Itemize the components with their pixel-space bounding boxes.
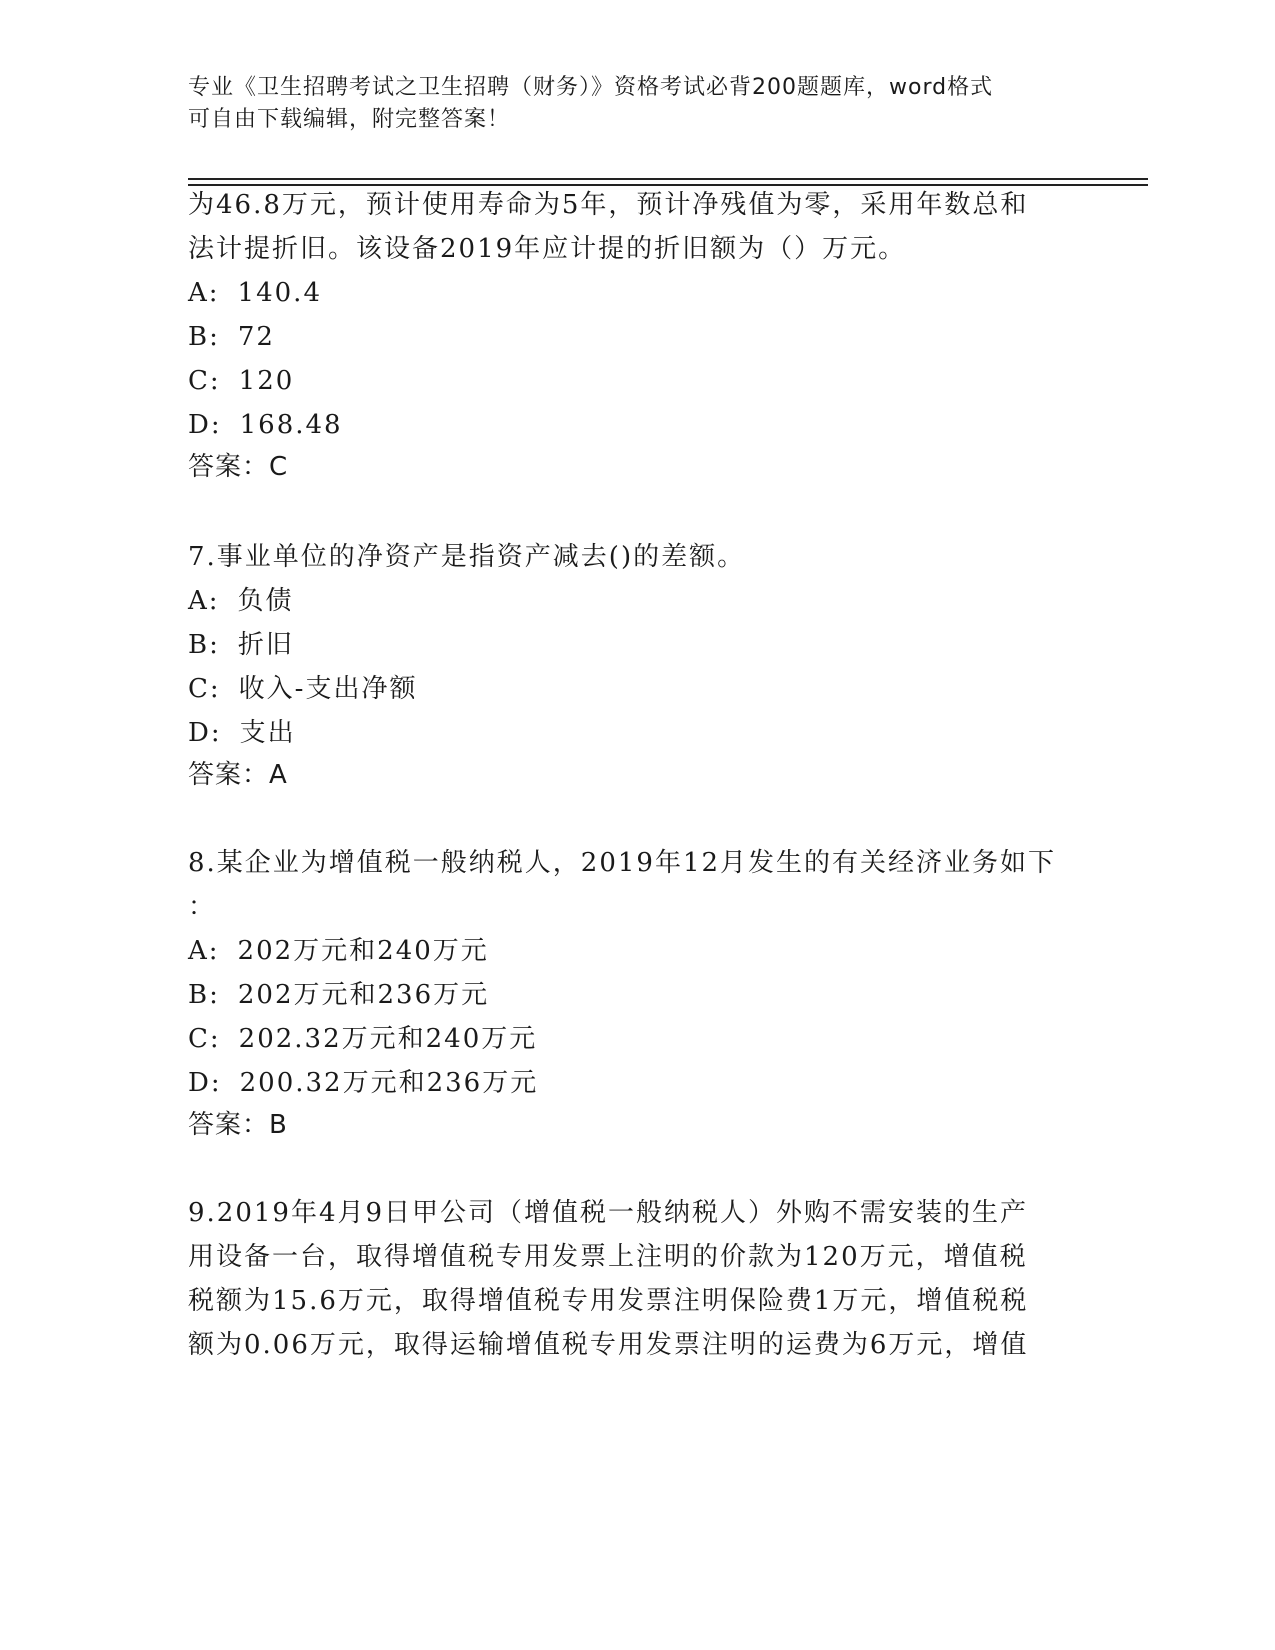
header-line-1: 专业《卫生招聘考试之卫生招聘（财务）》资格考试必背200题题库，word格式 xyxy=(188,75,994,100)
q8-answer: 答案：B xyxy=(188,1110,288,1140)
option-letter: C: xyxy=(188,366,221,396)
q8-option-b xyxy=(188,978,489,1012)
option-text: 140.4 xyxy=(237,278,322,308)
q8-stem-continuation: ： xyxy=(188,892,217,922)
header-divider-top xyxy=(188,178,1148,180)
header-divider-bottom xyxy=(188,184,1148,186)
q6-option-c xyxy=(188,364,294,398)
q9-stem-line-4: 额为0.06万元，取得运输增值税专用发票注明的运费为6万元，增值 xyxy=(188,1330,1029,1360)
option-letter: B: xyxy=(188,980,220,1010)
option-letter: B: xyxy=(188,322,220,352)
option-letter: A: xyxy=(188,278,220,308)
q7-option-c xyxy=(188,672,417,706)
option-text: 折旧 xyxy=(237,630,294,660)
option-text: 202万元和236万元 xyxy=(237,980,490,1010)
q7-option-d xyxy=(188,716,296,750)
q7-option-b xyxy=(188,628,294,662)
q8-option-a xyxy=(188,934,489,968)
option-text: 支出 xyxy=(239,718,296,748)
q6-stem-line-1: 为46.8万元，预计使用寿命为5年，预计净残值为零，采用年数总和 xyxy=(188,190,1029,220)
option-letter: D: xyxy=(188,1068,222,1098)
q9-stem-line-1: 9.2019年4月9日甲公司（增值税一般纳税人）外购不需安装的生产 xyxy=(188,1198,1029,1228)
option-letter: B: xyxy=(188,630,220,660)
option-text: 收入-支出净额 xyxy=(238,674,418,704)
option-letter: D: xyxy=(188,718,222,748)
option-letter: C: xyxy=(188,674,221,704)
header-line-2: 可自由下载编辑，附完整答案！ xyxy=(188,107,511,132)
option-letter: A: xyxy=(188,936,220,966)
q6-answer: 答案：C xyxy=(188,452,289,482)
option-text: 202万元和240万元 xyxy=(237,936,489,966)
q8-option-d xyxy=(188,1066,538,1100)
option-text: 120 xyxy=(238,366,295,396)
option-text: 202.32万元和240万元 xyxy=(238,1024,538,1054)
document-header xyxy=(188,72,1088,136)
q6-option-d xyxy=(188,408,343,442)
q9-stem-line-3: 税额为15.6万元，取得增值税专用发票注明保险费1万元，增值税税 xyxy=(188,1286,1029,1316)
q6-stem-line-2: 法计提折旧。该设备2019年应计提的折旧额为（）万元。 xyxy=(188,234,907,264)
option-letter: D: xyxy=(188,410,222,440)
q9-stem-line-2: 用设备一台，取得增值税专用发票上注明的价款为120万元，增值税 xyxy=(188,1242,1028,1272)
q6-option-b xyxy=(188,320,275,354)
option-text: 200.32万元和236万元 xyxy=(239,1068,539,1098)
q7-stem: 7.事业单位的净资产是指资产减去()的差额。 xyxy=(188,542,746,572)
option-letter: C: xyxy=(188,1024,221,1054)
q7-option-a xyxy=(188,584,294,618)
q8-stem: 8.某企业为增值税一般纳税人，2019年12月发生的有关经济业务如下 xyxy=(188,848,1057,878)
option-text: 72 xyxy=(237,322,275,352)
q6-option-a xyxy=(188,276,322,310)
option-text: 168.48 xyxy=(239,410,343,440)
q7-answer: 答案：A xyxy=(188,760,288,790)
option-text: 负债 xyxy=(237,586,294,616)
q8-option-c xyxy=(188,1022,537,1056)
option-letter: A: xyxy=(188,586,220,616)
